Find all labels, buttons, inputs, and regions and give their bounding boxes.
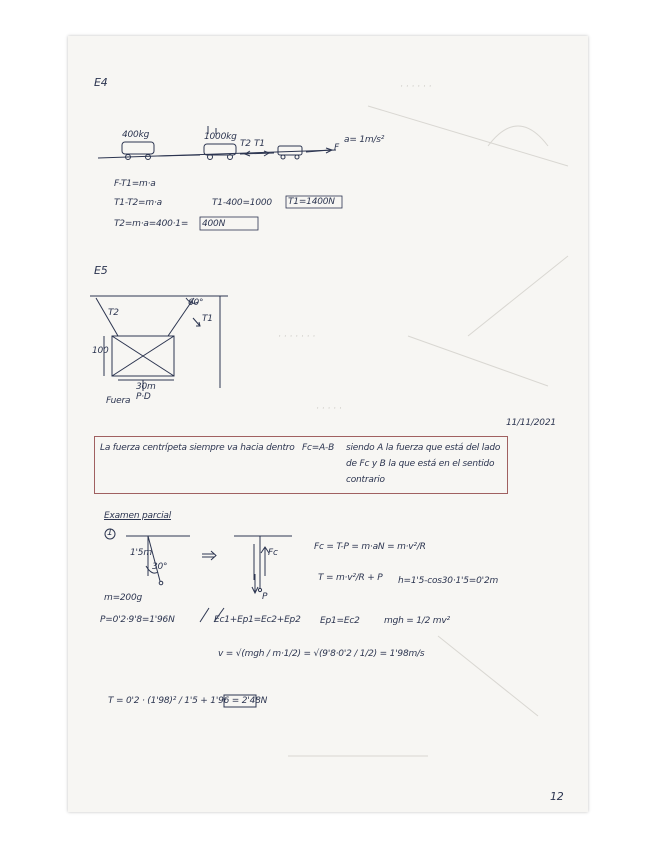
diagram-label-100: 100 bbox=[92, 346, 109, 356]
page-number: 12 bbox=[550, 790, 564, 803]
mass-label-2: 1000kg bbox=[204, 132, 237, 142]
note-line-2: de Fc y B la que está en el sentido bbox=[346, 459, 495, 469]
diagram-label-30m: 30m bbox=[136, 382, 156, 392]
note-line-1: La fuerza centrípeta siempre va hacia dentro bbox=[100, 443, 295, 453]
centripetal-equation: Fc = T-P = m·aN = m·v²/R bbox=[314, 542, 426, 552]
tension-equation: T = m·v²/R + P bbox=[318, 573, 383, 583]
exam-title: Examen parcial bbox=[104, 511, 171, 521]
ex5-footer: Fuera bbox=[106, 396, 131, 406]
ex4-equation-2-tail: T1-400=1000 bbox=[212, 198, 272, 208]
height-equation: h=1'5-cos30·1'5=0'2m bbox=[398, 576, 499, 586]
radius-label: 1'5m bbox=[130, 548, 152, 558]
energy-simplified: Ep1=Ec2 bbox=[320, 616, 360, 626]
mass-label-1: 400kg bbox=[122, 130, 150, 140]
acceleration-label: a= 1m/s² bbox=[344, 135, 385, 145]
notebook-page bbox=[68, 36, 588, 812]
angle-30-label: 30° bbox=[152, 562, 168, 572]
fc-label: Fc bbox=[268, 548, 278, 558]
question-number: 1 bbox=[107, 528, 113, 538]
bleed-through-text: · · · · · · · bbox=[278, 332, 316, 342]
note-line-3: contrario bbox=[346, 475, 385, 485]
velocity-equation: v = √(mgh / m·1/2) = √(9'8·0'2 / 1/2) = 1'98m/s bbox=[218, 649, 425, 659]
ex4-result-t2: 400N bbox=[202, 219, 226, 229]
force-label: F bbox=[334, 143, 339, 153]
ex4-equation-2: T1-T2=m·a bbox=[114, 198, 162, 208]
exercise-4-label: E4 bbox=[94, 76, 108, 89]
diagram-label-pd: P·D bbox=[136, 392, 151, 402]
bleed-through-text: · · · · · · bbox=[400, 82, 432, 92]
angle-label: 60° bbox=[188, 298, 204, 308]
tension-result: T = 0'2 · (1'98)² / 1'5 + 1'96 = 2'48N bbox=[108, 696, 268, 706]
p-label: P bbox=[262, 592, 268, 602]
tension-label-2: T2 bbox=[240, 139, 251, 149]
diagram-label-t1: T1 bbox=[202, 314, 213, 324]
mass-value: m=200g bbox=[104, 593, 142, 603]
ex4-result-t1: T1=1400N bbox=[288, 197, 335, 207]
energy-conservation: Ec1+Ep1=Ec2+Ep2 bbox=[214, 615, 301, 625]
weight-value: P=0'2·9'8=1'96N bbox=[100, 615, 175, 625]
ex4-equation-1: F-T1=m·a bbox=[114, 179, 156, 189]
note-formula: Fc=A-B bbox=[302, 443, 335, 453]
diagram-label-t2: T2 bbox=[108, 308, 119, 318]
date-label: 11/11/2021 bbox=[506, 418, 556, 428]
exercise-5-label: E5 bbox=[94, 264, 108, 277]
energy-mgh: mgh = 1/2 mv² bbox=[384, 616, 450, 626]
note-line-1-tail: siendo A la fuerza que está del lado bbox=[346, 443, 501, 453]
bleed-through-text: · · · · · bbox=[316, 404, 342, 414]
tension-label-1: T1 bbox=[254, 139, 265, 149]
ex4-equation-3: T2=m·a=400·1= bbox=[114, 219, 189, 229]
